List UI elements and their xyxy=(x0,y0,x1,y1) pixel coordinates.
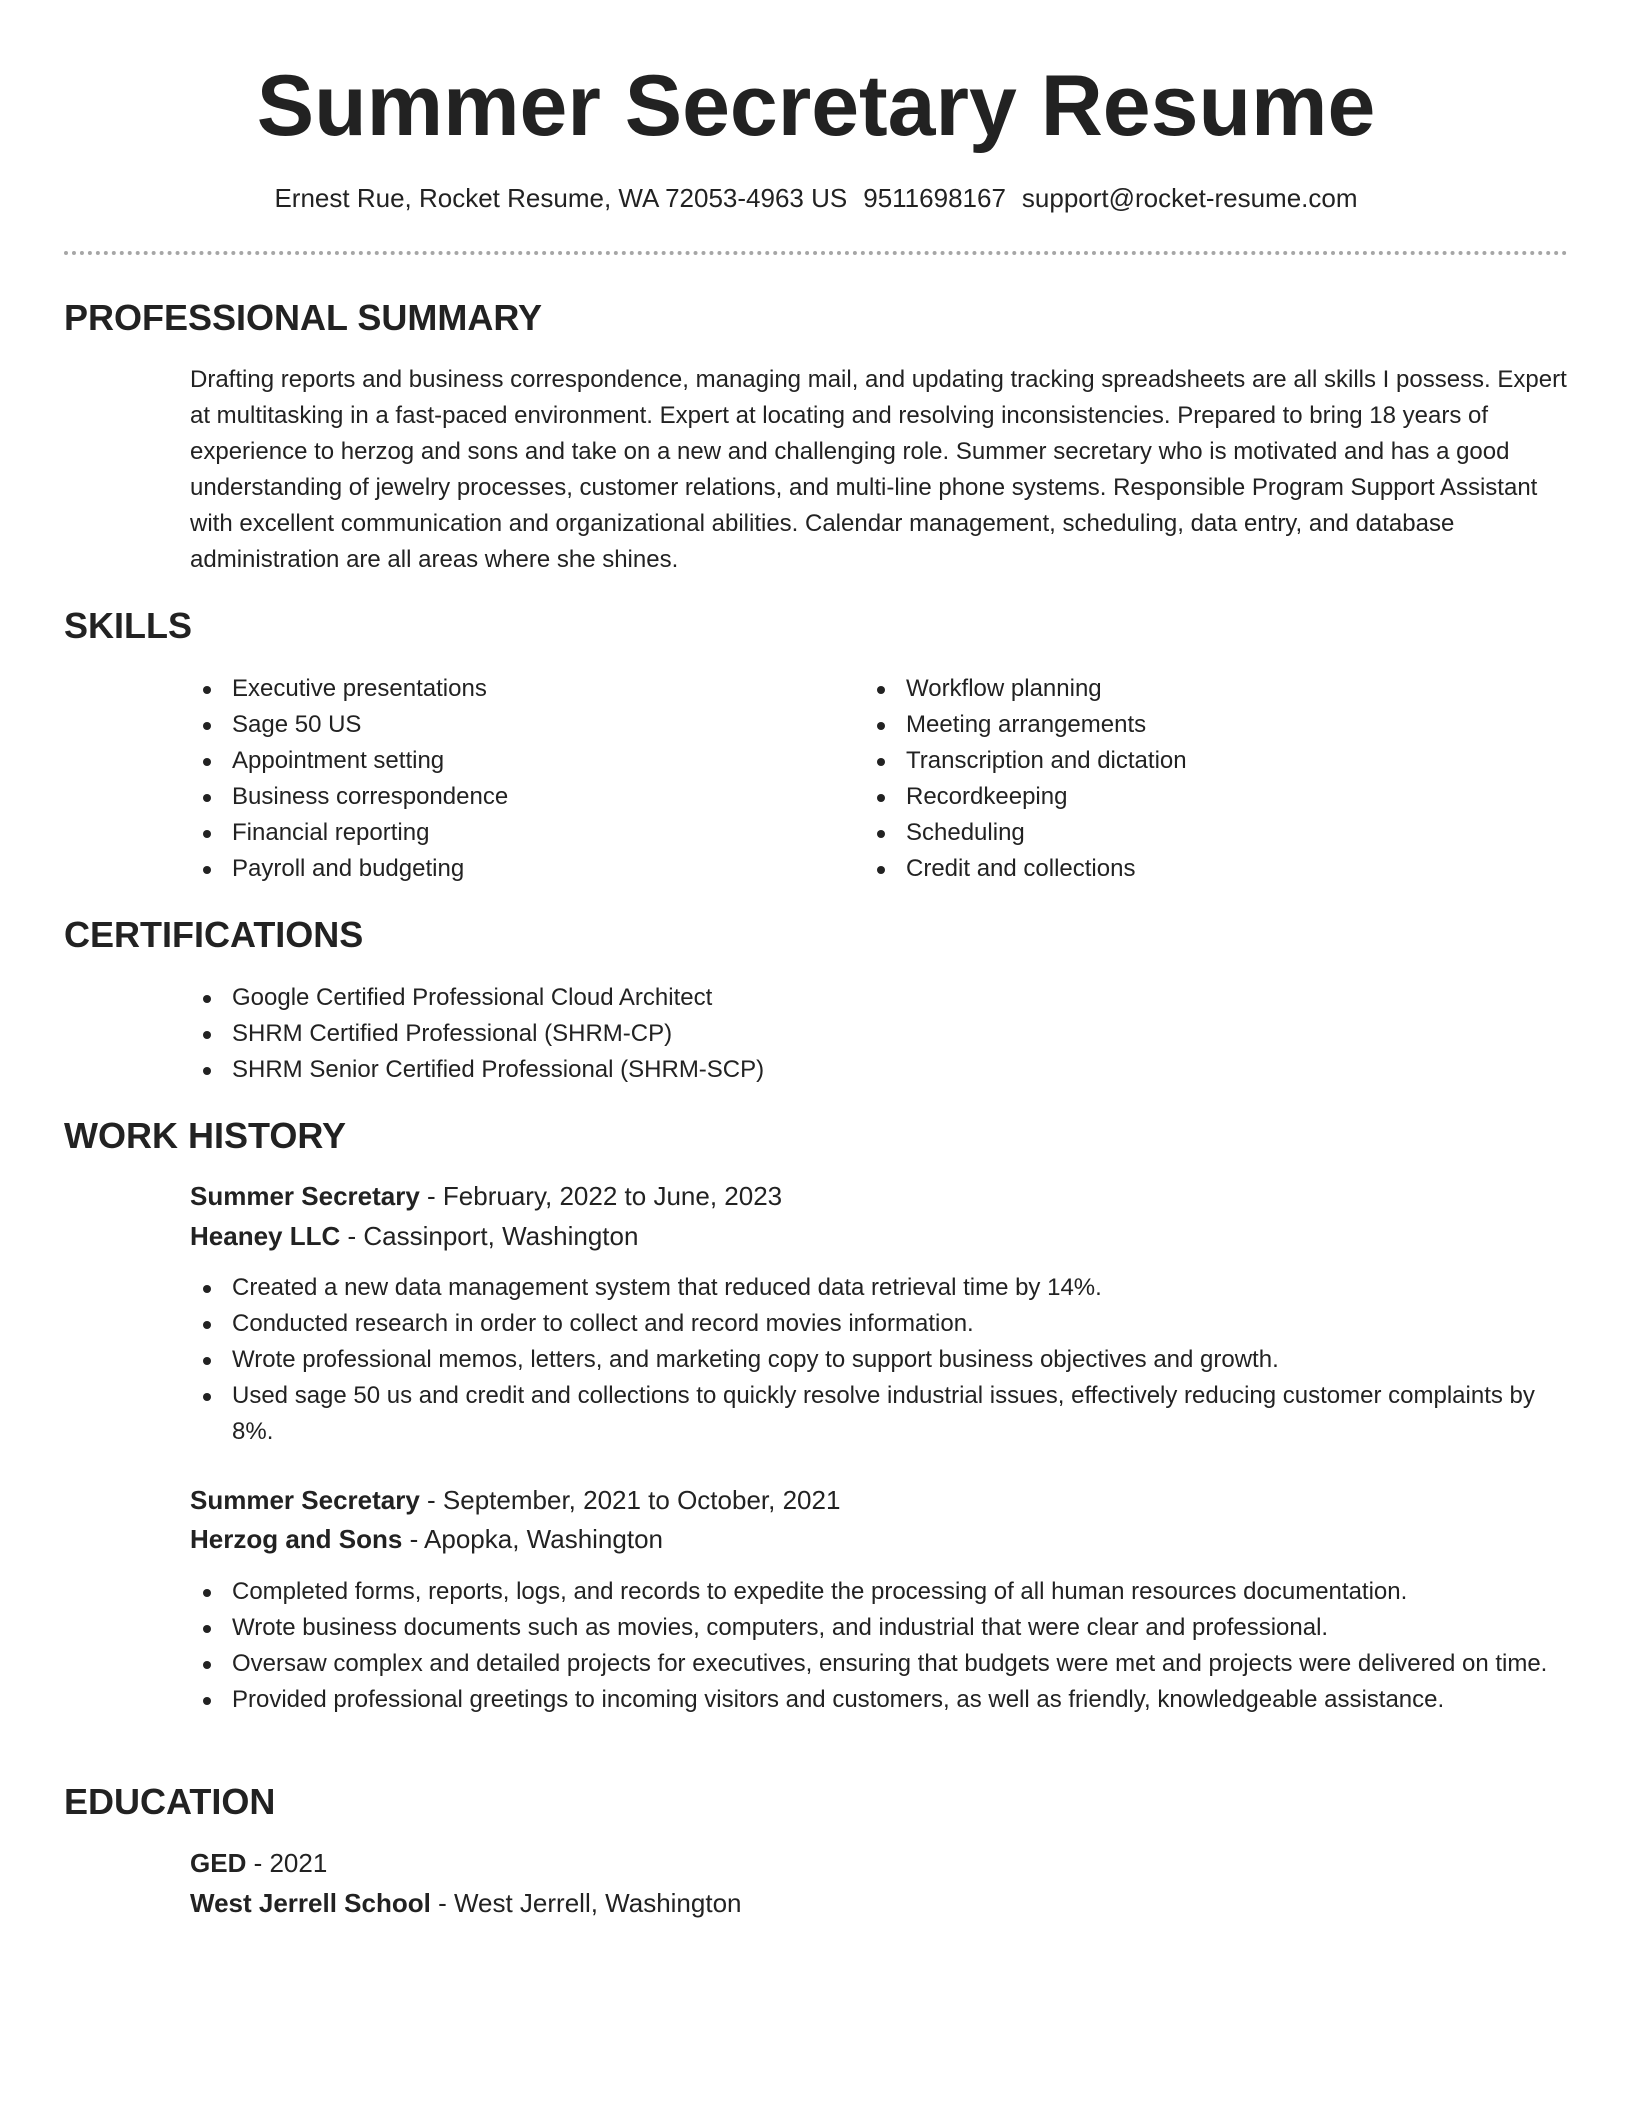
contact-line xyxy=(0,180,1632,216)
skill-item: Business correspondence xyxy=(188,779,828,815)
header-divider xyxy=(64,251,1568,255)
certification-item: SHRM Senior Certified Professional (SHRM-SCP) xyxy=(188,1052,1568,1088)
skill-item: Meeting arrangements xyxy=(862,707,1502,743)
certifications-list xyxy=(188,980,1568,1088)
education-degree: GED xyxy=(190,1848,247,1878)
education-location: - West Jerrell, Washington xyxy=(430,1888,742,1918)
certification-item: SHRM Certified Professional (SHRM-CP) xyxy=(188,1016,1568,1052)
job-bullet: Wrote professional memos, letters, and marketing copy to support business objectives and growth. xyxy=(188,1342,1570,1378)
section-title-skills: SKILLS xyxy=(64,605,193,646)
skill-item: Appointment setting xyxy=(188,743,828,779)
job-bullets xyxy=(188,1574,1570,1718)
skill-item: Payroll and budgeting xyxy=(188,851,828,887)
skill-item: Executive presentations xyxy=(188,671,828,707)
skill-item: Transcription and dictation xyxy=(862,743,1502,779)
job-location: - Apopka, Washington xyxy=(402,1524,663,1554)
job-bullet: Used sage 50 us and credit and collections to quickly resolve industrial issues, effectively reducing customer complaints by 8%. xyxy=(188,1378,1570,1450)
summary-text: Drafting reports and business correspondence, managing mail, and updating tracking spreadsheets are all skills I possess. Expert at multitasking in a fast-paced environment. Expert at locating and resolving inconsistencies. Prepared to bring 18 years of experience to herzog and sons and take on a new and challenging role. Summer secretary who is motivated and has a good understanding of jewelry processes, customer relations, and multi-line phone systems. Responsible Program Support Assistant with excellent communication and organizational abilities. Calendar management, scheduling, data entry, and database administration are all areas where she shines. xyxy=(190,366,1567,573)
education-school-line xyxy=(190,1885,742,1921)
contact-address: Ernest Rue, Rocket Resume, WA 72053-4963 US xyxy=(274,183,848,213)
certification-item: Google Certified Professional Cloud Architect xyxy=(188,980,1568,1016)
job-bullet: Conducted research in order to collect and record movies information. xyxy=(188,1306,1570,1342)
section-title-education: EDUCATION xyxy=(64,1781,276,1822)
job-company-line xyxy=(190,1521,663,1557)
job-bullets xyxy=(188,1270,1570,1450)
job-location: - Cassinport, Washington xyxy=(340,1221,639,1251)
job-title-line xyxy=(190,1482,840,1518)
job-dates: - September, 2021 to October, 2021 xyxy=(419,1485,841,1515)
education-school: West Jerrell School xyxy=(190,1888,431,1918)
section-title-summary: PROFESSIONAL SUMMARY xyxy=(64,297,543,338)
job-company: Herzog and Sons xyxy=(190,1524,403,1554)
skills-list-left xyxy=(188,671,828,887)
job-company-line xyxy=(190,1218,638,1254)
section-title-work-history: WORK HISTORY xyxy=(64,1115,347,1156)
skill-item: Credit and collections xyxy=(862,851,1502,887)
job-role: Summer Secretary xyxy=(190,1181,420,1211)
job-bullet: Wrote business documents such as movies, computers, and industrial that were clear and professional. xyxy=(188,1610,1570,1646)
job-bullet: Created a new data management system that reduced data retrieval time by 14%. xyxy=(188,1270,1570,1306)
skill-item: Financial reporting xyxy=(188,815,828,851)
job-role: Summer Secretary xyxy=(190,1485,420,1515)
education-degree-line xyxy=(190,1845,327,1881)
skill-item: Workflow planning xyxy=(862,671,1502,707)
job-bullet: Provided professional greetings to incoming visitors and customers, as well as friendly, knowledgeable assistance. xyxy=(188,1682,1570,1718)
section-title-certifications: CERTIFICATIONS xyxy=(64,914,364,955)
skill-item: Sage 50 US xyxy=(188,707,828,743)
job-bullet: Completed forms, reports, logs, and records to expedite the processing of all human resources documentation. xyxy=(188,1574,1570,1610)
resume-title: Summer Secretary Resume xyxy=(256,58,1376,154)
job-company: Heaney LLC xyxy=(190,1221,341,1251)
job-dates: - February, 2022 to June, 2023 xyxy=(419,1181,783,1211)
skill-item: Scheduling xyxy=(862,815,1502,851)
job-bullet: Oversaw complex and detailed projects for executives, ensuring that budgets were met and projects were delivered on time. xyxy=(188,1646,1570,1682)
contact-email: support@rocket-resume.com xyxy=(1021,183,1358,213)
skill-item: Recordkeeping xyxy=(862,779,1502,815)
skills-list-right xyxy=(862,671,1502,887)
contact-phone: 9511698167 xyxy=(863,183,1006,213)
education-year: - 2021 xyxy=(246,1848,328,1878)
job-title-line xyxy=(190,1178,782,1214)
